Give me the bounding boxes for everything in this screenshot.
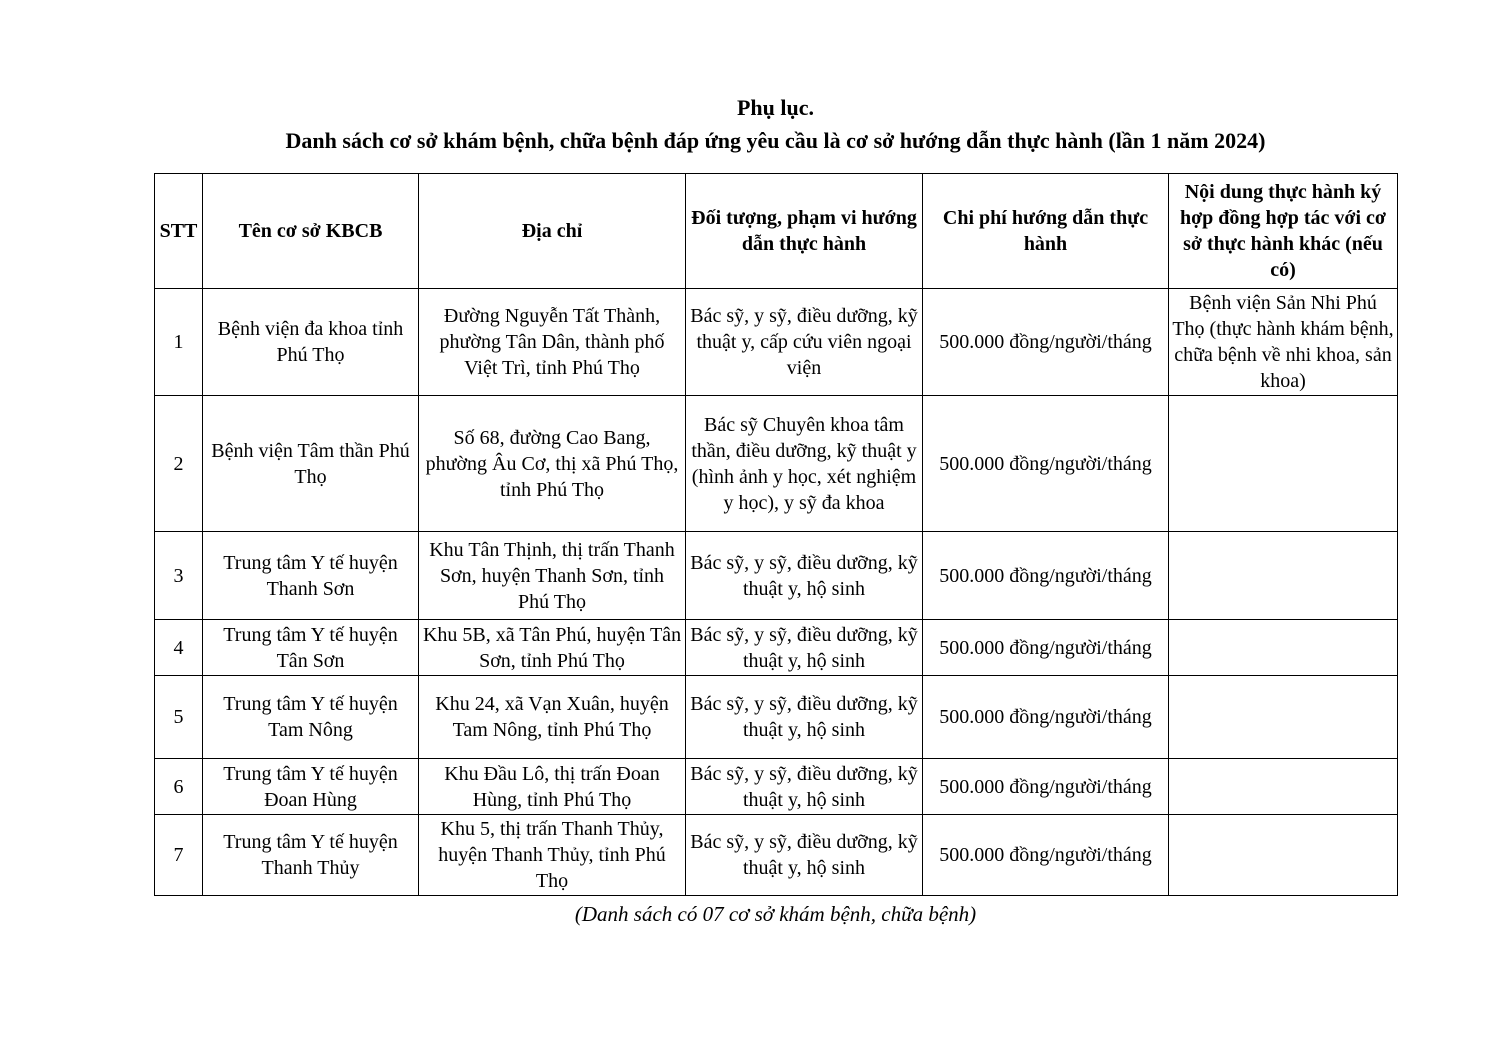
table-body: [155, 289, 1398, 896]
table-row: [155, 815, 1398, 896]
cell-partner: [1169, 815, 1398, 896]
cell-cost: 500.000 đồng/người/tháng: [923, 676, 1169, 759]
cell-cost: 500.000 đồng/người/tháng: [923, 289, 1169, 396]
cell-stt: 6: [155, 759, 203, 815]
cell-address: Số 68, đường Cao Bang, phường Âu Cơ, thị xã Phú Thọ, tỉnh Phú Thọ: [419, 396, 686, 532]
cell-stt: 7: [155, 815, 203, 896]
cell-name: Trung tâm Y tế huyện Tân Sơn: [203, 620, 419, 676]
table-row: [155, 676, 1398, 759]
cell-cost: 500.000 đồng/người/tháng: [923, 620, 1169, 676]
table-row: [155, 289, 1398, 396]
table-header: [155, 174, 1398, 289]
cell-cost: 500.000 đồng/người/tháng: [923, 532, 1169, 620]
header-cell-name: Tên cơ sở KBCB: [203, 174, 419, 289]
appendix-title: Phụ lục.: [736, 95, 815, 120]
cell-address: Khu Tân Thịnh, thị trấn Thanh Sơn, huyện Thanh Sơn, tỉnh Phú Thọ: [419, 532, 686, 620]
cell-partner: [1169, 676, 1398, 759]
cell-subjects: Bác sỹ, y sỹ, điều dưỡng, kỹ thuật y, cấp cứu viên ngoại viện: [686, 289, 923, 396]
header-row: [155, 174, 1398, 289]
cell-name: Bệnh viện Tâm thần Phú Thọ: [203, 396, 419, 532]
cell-stt: 3: [155, 532, 203, 620]
cell-subjects: Bác sỹ, y sỹ, điều dưỡng, kỹ thuật y, hộ sinh: [686, 620, 923, 676]
cell-cost: 500.000 đồng/người/tháng: [923, 815, 1169, 896]
cell-partner: [1169, 396, 1398, 532]
cell-subjects: Bác sỹ Chuyên khoa tâm thần, điều dưỡng, kỹ thuật y (hình ảnh y học, xét nghiệm y học), y sỹ đa khoa: [686, 396, 923, 532]
cell-name: Trung tâm Y tế huyện Đoan Hùng: [203, 759, 419, 815]
document-page: [154, 0, 1397, 927]
cell-stt: 4: [155, 620, 203, 676]
header-cell-cost: Chi phí hướng dẫn thực hành: [923, 174, 1169, 289]
cell-subjects: Bác sỹ, y sỹ, điều dưỡng, kỹ thuật y, hộ sinh: [686, 759, 923, 815]
cell-stt: 5: [155, 676, 203, 759]
table-row: [155, 532, 1398, 620]
cell-name: Trung tâm Y tế huyện Tam Nông: [203, 676, 419, 759]
cell-partner: [1169, 759, 1398, 815]
footnote: (Danh sách có 07 cơ sở khám bệnh, chữa bệnh): [574, 902, 977, 926]
cell-address: Khu Đầu Lô, thị trấn Đoan Hùng, tỉnh Phú Thọ: [419, 759, 686, 815]
table-row: [155, 759, 1398, 815]
header-cell-stt: STT: [155, 174, 203, 289]
cell-cost: 500.000 đồng/người/tháng: [923, 396, 1169, 532]
header-cell-subjects: Đối tượng, phạm vi hướng dẫn thực hành: [686, 174, 923, 289]
cell-partner: [1169, 532, 1398, 620]
cell-address: Khu 5B, xã Tân Phú, huyện Tân Sơn, tỉnh Phú Thọ: [419, 620, 686, 676]
cell-address: Khu 24, xã Vạn Xuân, huyện Tam Nông, tỉnh Phú Thọ: [419, 676, 686, 759]
table-row: [155, 620, 1398, 676]
header-cell-address: Địa chỉ: [419, 174, 686, 289]
cell-address: Khu 5, thị trấn Thanh Thủy, huyện Thanh Thủy, tỉnh Phú Thọ: [419, 815, 686, 896]
cell-partner: [1169, 620, 1398, 676]
cell-partner: Bệnh viện Sản Nhi Phú Thọ (thực hành khám bệnh, chữa bệnh về nhi khoa, sản khoa): [1169, 289, 1398, 396]
cell-subjects: Bác sỹ, y sỹ, điều dưỡng, kỹ thuật y, hộ sinh: [686, 532, 923, 620]
cell-name: Bệnh viện đa khoa tỉnh Phú Thọ: [203, 289, 419, 396]
cell-address: Đường Nguyễn Tất Thành, phường Tân Dân, thành phố Việt Trì, tỉnh Phú Thọ: [419, 289, 686, 396]
cell-name: Trung tâm Y tế huyện Thanh Sơn: [203, 532, 419, 620]
document-subtitle: Danh sách cơ sở khám bệnh, chữa bệnh đáp ứng yêu cầu là cơ sở hướng dẫn thực hành (lần 1 năm 2024): [285, 128, 1266, 153]
cell-name: Trung tâm Y tế huyện Thanh Thủy: [203, 815, 419, 896]
cell-cost: 500.000 đồng/người/tháng: [923, 759, 1169, 815]
cell-subjects: Bác sỹ, y sỹ, điều dưỡng, kỹ thuật y, hộ sinh: [686, 676, 923, 759]
table-row: [155, 396, 1398, 532]
cell-stt: 2: [155, 396, 203, 532]
title-block: [154, 0, 1397, 156]
cell-subjects: Bác sỹ, y sỹ, điều dưỡng, kỹ thuật y, hộ sinh: [686, 815, 923, 896]
cell-stt: 1: [155, 289, 203, 396]
header-cell-partner: Nội dung thực hành ký hợp đồng hợp tác với cơ sở thực hành khác (nếu có): [1169, 174, 1398, 289]
facilities-table: [154, 173, 1398, 896]
